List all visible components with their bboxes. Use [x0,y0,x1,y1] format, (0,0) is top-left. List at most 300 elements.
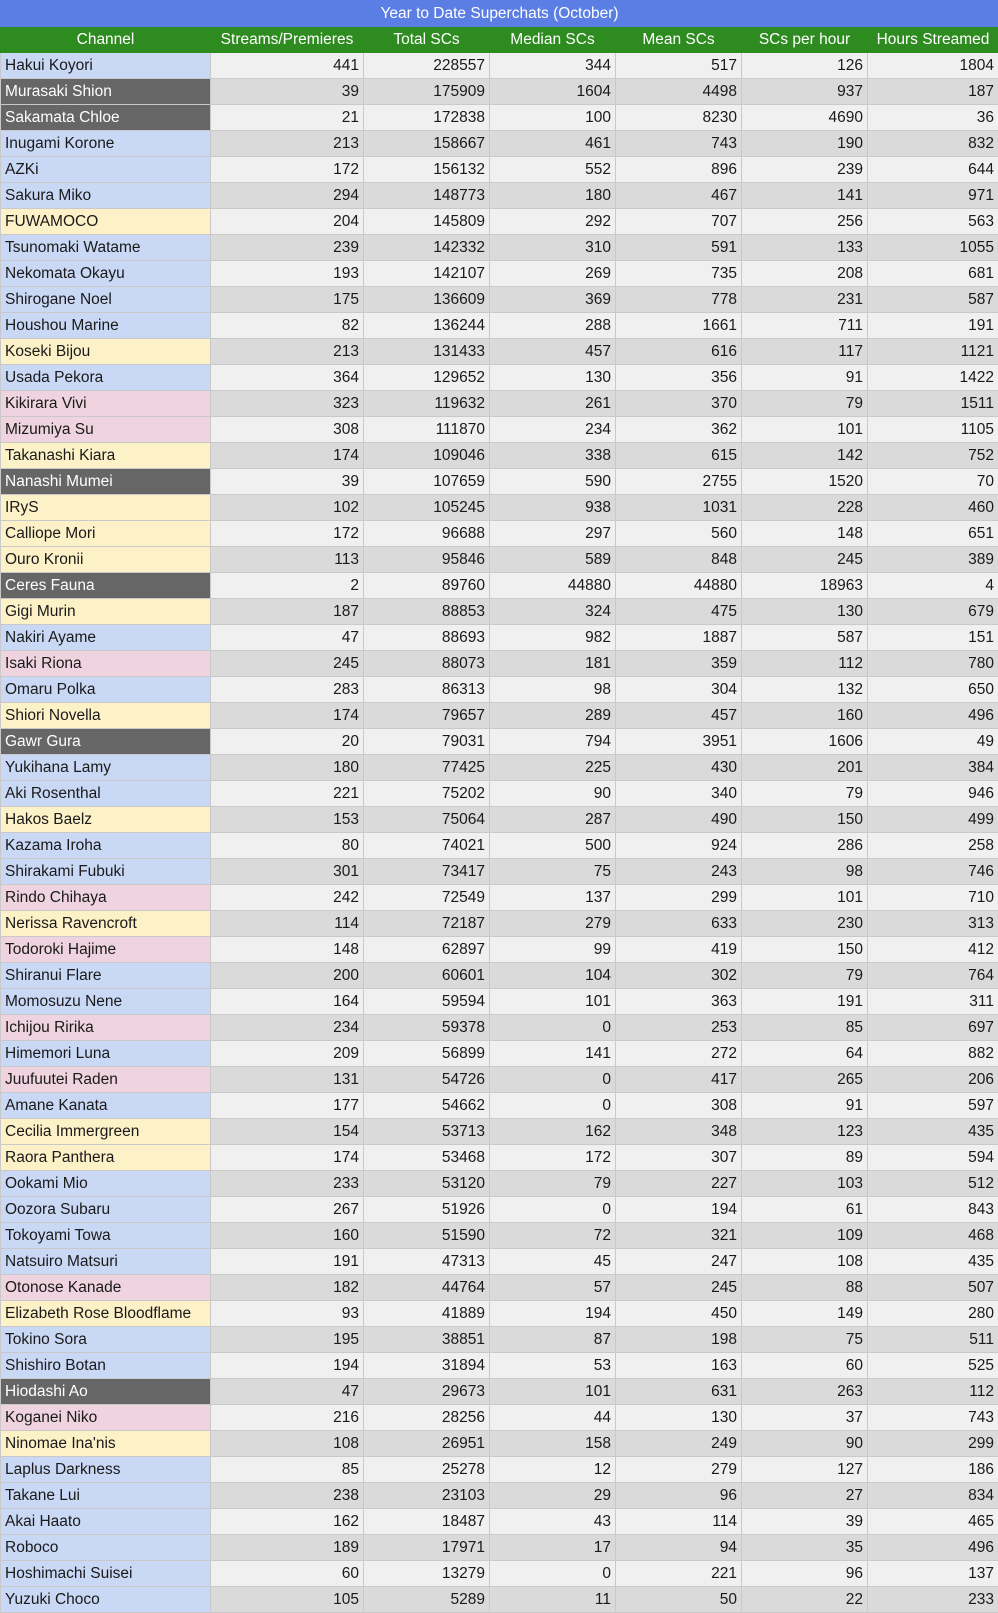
per-hour-cell[interactable]: 103 [742,1171,868,1197]
channel-cell[interactable]: Hiodashi Ao [1,1379,211,1405]
total-cell[interactable]: 75064 [364,807,490,833]
per-hour-cell[interactable]: 79 [742,963,868,989]
channel-cell[interactable]: Ookami Mio [1,1171,211,1197]
median-cell[interactable]: 29 [490,1483,616,1509]
mean-cell[interactable]: 198 [616,1327,742,1353]
hours-cell[interactable]: 36 [868,105,998,131]
hours-cell[interactable]: 151 [868,625,998,651]
median-cell[interactable]: 590 [490,469,616,495]
per-hour-cell[interactable]: 587 [742,625,868,651]
channel-cell[interactable]: Hoshimachi Suisei [1,1561,211,1587]
total-cell[interactable]: 73417 [364,859,490,885]
channel-cell[interactable]: Omaru Polka [1,677,211,703]
streams-cell[interactable]: 174 [211,1145,364,1171]
channel-cell[interactable]: Tokino Sora [1,1327,211,1353]
per-hour-cell[interactable]: 96 [742,1561,868,1587]
median-cell[interactable]: 11 [490,1587,616,1613]
hours-cell[interactable]: 137 [868,1561,998,1587]
hours-cell[interactable]: 496 [868,1535,998,1561]
streams-cell[interactable]: 20 [211,729,364,755]
channel-cell[interactable]: Yuzuki Choco [1,1587,211,1613]
mean-cell[interactable]: 307 [616,1145,742,1171]
total-cell[interactable]: 74021 [364,833,490,859]
total-cell[interactable]: 156132 [364,157,490,183]
mean-cell[interactable]: 227 [616,1171,742,1197]
mean-cell[interactable]: 302 [616,963,742,989]
streams-cell[interactable]: 2 [211,573,364,599]
median-cell[interactable]: 261 [490,391,616,417]
median-cell[interactable]: 53 [490,1353,616,1379]
streams-cell[interactable]: 301 [211,859,364,885]
channel-cell[interactable]: Laplus Darkness [1,1457,211,1483]
median-cell[interactable]: 289 [490,703,616,729]
total-cell[interactable]: 72549 [364,885,490,911]
channel-cell[interactable]: Murasaki Shion [1,79,211,105]
channel-cell[interactable]: Sakura Miko [1,183,211,209]
per-hour-cell[interactable]: 123 [742,1119,868,1145]
mean-cell[interactable]: 631 [616,1379,742,1405]
per-hour-cell[interactable]: 245 [742,547,868,573]
mean-cell[interactable]: 163 [616,1353,742,1379]
streams-cell[interactable]: 216 [211,1405,364,1431]
per-hour-cell[interactable]: 27 [742,1483,868,1509]
mean-cell[interactable]: 450 [616,1301,742,1327]
per-hour-cell[interactable]: 133 [742,235,868,261]
col-header-per-hour[interactable]: SCs per hour [742,27,868,53]
total-cell[interactable]: 72187 [364,911,490,937]
hours-cell[interactable]: 1422 [868,365,998,391]
median-cell[interactable]: 279 [490,911,616,937]
total-cell[interactable]: 79031 [364,729,490,755]
mean-cell[interactable]: 1661 [616,313,742,339]
per-hour-cell[interactable]: 263 [742,1379,868,1405]
per-hour-cell[interactable]: 60 [742,1353,868,1379]
channel-cell[interactable]: Hakos Baelz [1,807,211,833]
channel-cell[interactable]: Shiranui Flare [1,963,211,989]
hours-cell[interactable]: 780 [868,651,998,677]
per-hour-cell[interactable]: 98 [742,859,868,885]
channel-cell[interactable]: Ichijou Ririka [1,1015,211,1041]
channel-cell[interactable]: Shiori Novella [1,703,211,729]
streams-cell[interactable]: 47 [211,625,364,651]
median-cell[interactable]: 194 [490,1301,616,1327]
hours-cell[interactable]: 70 [868,469,998,495]
mean-cell[interactable]: 1031 [616,495,742,521]
channel-cell[interactable]: Shirakami Fubuki [1,859,211,885]
per-hour-cell[interactable]: 117 [742,339,868,365]
streams-cell[interactable]: 113 [211,547,364,573]
median-cell[interactable]: 79 [490,1171,616,1197]
median-cell[interactable]: 225 [490,755,616,781]
channel-cell[interactable]: Calliope Mori [1,521,211,547]
mean-cell[interactable]: 370 [616,391,742,417]
hours-cell[interactable]: 764 [868,963,998,989]
median-cell[interactable]: 287 [490,807,616,833]
channel-cell[interactable]: Yukihana Lamy [1,755,211,781]
hours-cell[interactable]: 389 [868,547,998,573]
per-hour-cell[interactable]: 191 [742,989,868,1015]
channel-cell[interactable]: Ninomae Ina'nis [1,1431,211,1457]
total-cell[interactable]: 95846 [364,547,490,573]
streams-cell[interactable]: 175 [211,287,364,313]
streams-cell[interactable]: 105 [211,1587,364,1613]
channel-cell[interactable]: Ouro Kronii [1,547,211,573]
total-cell[interactable]: 148773 [364,183,490,209]
mean-cell[interactable]: 50 [616,1587,742,1613]
streams-cell[interactable]: 154 [211,1119,364,1145]
total-cell[interactable]: 18487 [364,1509,490,1535]
channel-cell[interactable]: Raora Panthera [1,1145,211,1171]
mean-cell[interactable]: 279 [616,1457,742,1483]
channel-cell[interactable]: Elizabeth Rose Bloodflame [1,1301,211,1327]
total-cell[interactable]: 17971 [364,1535,490,1561]
total-cell[interactable]: 38851 [364,1327,490,1353]
hours-cell[interactable]: 4 [868,573,998,599]
hours-cell[interactable]: 832 [868,131,998,157]
streams-cell[interactable]: 162 [211,1509,364,1535]
channel-cell[interactable]: Kikirara Vivi [1,391,211,417]
median-cell[interactable]: 297 [490,521,616,547]
mean-cell[interactable]: 114 [616,1509,742,1535]
mean-cell[interactable]: 96 [616,1483,742,1509]
hours-cell[interactable]: 258 [868,833,998,859]
total-cell[interactable]: 136609 [364,287,490,313]
total-cell[interactable]: 13279 [364,1561,490,1587]
hours-cell[interactable]: 1121 [868,339,998,365]
median-cell[interactable]: 43 [490,1509,616,1535]
median-cell[interactable]: 292 [490,209,616,235]
mean-cell[interactable]: 359 [616,651,742,677]
total-cell[interactable]: 89760 [364,573,490,599]
channel-cell[interactable]: Juufuutei Raden [1,1067,211,1093]
hours-cell[interactable]: 971 [868,183,998,209]
streams-cell[interactable]: 39 [211,79,364,105]
per-hour-cell[interactable]: 61 [742,1197,868,1223]
median-cell[interactable]: 75 [490,859,616,885]
mean-cell[interactable]: 299 [616,885,742,911]
streams-cell[interactable]: 174 [211,443,364,469]
mean-cell[interactable]: 1887 [616,625,742,651]
total-cell[interactable]: 59378 [364,1015,490,1041]
total-cell[interactable]: 41889 [364,1301,490,1327]
total-cell[interactable]: 88853 [364,599,490,625]
streams-cell[interactable]: 21 [211,105,364,131]
streams-cell[interactable]: 233 [211,1171,364,1197]
total-cell[interactable]: 31894 [364,1353,490,1379]
hours-cell[interactable]: 507 [868,1275,998,1301]
per-hour-cell[interactable]: 109 [742,1223,868,1249]
median-cell[interactable]: 44 [490,1405,616,1431]
streams-cell[interactable]: 39 [211,469,364,495]
hours-cell[interactable]: 499 [868,807,998,833]
hours-cell[interactable]: 191 [868,313,998,339]
channel-cell[interactable]: Akai Haato [1,1509,211,1535]
hours-cell[interactable]: 587 [868,287,998,313]
hours-cell[interactable]: 112 [868,1379,998,1405]
channel-cell[interactable]: Nakiri Ayame [1,625,211,651]
per-hour-cell[interactable]: 160 [742,703,868,729]
median-cell[interactable]: 1604 [490,79,616,105]
streams-cell[interactable]: 221 [211,781,364,807]
channel-cell[interactable]: Gigi Murin [1,599,211,625]
per-hour-cell[interactable]: 149 [742,1301,868,1327]
hours-cell[interactable]: 1511 [868,391,998,417]
median-cell[interactable]: 344 [490,53,616,79]
mean-cell[interactable]: 616 [616,339,742,365]
median-cell[interactable]: 44880 [490,573,616,599]
median-cell[interactable]: 12 [490,1457,616,1483]
per-hour-cell[interactable]: 64 [742,1041,868,1067]
streams-cell[interactable]: 80 [211,833,364,859]
channel-cell[interactable]: Ceres Fauna [1,573,211,599]
streams-cell[interactable]: 245 [211,651,364,677]
total-cell[interactable]: 28256 [364,1405,490,1431]
median-cell[interactable]: 87 [490,1327,616,1353]
median-cell[interactable]: 104 [490,963,616,989]
channel-cell[interactable]: IRyS [1,495,211,521]
hours-cell[interactable]: 460 [868,495,998,521]
mean-cell[interactable]: 272 [616,1041,742,1067]
hours-cell[interactable]: 313 [868,911,998,937]
total-cell[interactable]: 172838 [364,105,490,131]
channel-cell[interactable]: Todoroki Hajime [1,937,211,963]
mean-cell[interactable]: 243 [616,859,742,885]
median-cell[interactable]: 369 [490,287,616,313]
channel-cell[interactable]: Momosuzu Nene [1,989,211,1015]
total-cell[interactable]: 29673 [364,1379,490,1405]
hours-cell[interactable]: 496 [868,703,998,729]
streams-cell[interactable]: 242 [211,885,364,911]
per-hour-cell[interactable]: 142 [742,443,868,469]
mean-cell[interactable]: 743 [616,131,742,157]
median-cell[interactable]: 500 [490,833,616,859]
total-cell[interactable]: 54662 [364,1093,490,1119]
median-cell[interactable]: 57 [490,1275,616,1301]
per-hour-cell[interactable]: 132 [742,677,868,703]
streams-cell[interactable]: 172 [211,521,364,547]
per-hour-cell[interactable]: 101 [742,885,868,911]
streams-cell[interactable]: 47 [211,1379,364,1405]
total-cell[interactable]: 228557 [364,53,490,79]
mean-cell[interactable]: 924 [616,833,742,859]
mean-cell[interactable]: 249 [616,1431,742,1457]
total-cell[interactable]: 77425 [364,755,490,781]
median-cell[interactable]: 461 [490,131,616,157]
hours-cell[interactable]: 651 [868,521,998,547]
total-cell[interactable]: 142107 [364,261,490,287]
per-hour-cell[interactable]: 18963 [742,573,868,599]
streams-cell[interactable]: 209 [211,1041,364,1067]
hours-cell[interactable]: 384 [868,755,998,781]
hours-cell[interactable]: 299 [868,1431,998,1457]
hours-cell[interactable]: 465 [868,1509,998,1535]
mean-cell[interactable]: 247 [616,1249,742,1275]
mean-cell[interactable]: 591 [616,235,742,261]
median-cell[interactable]: 589 [490,547,616,573]
channel-cell[interactable]: Natsuiro Matsuri [1,1249,211,1275]
total-cell[interactable]: 88073 [364,651,490,677]
hours-cell[interactable]: 679 [868,599,998,625]
mean-cell[interactable]: 430 [616,755,742,781]
channel-cell[interactable]: Nerissa Ravencroft [1,911,211,937]
mean-cell[interactable]: 3951 [616,729,742,755]
mean-cell[interactable]: 633 [616,911,742,937]
channel-cell[interactable]: FUWAMOCO [1,209,211,235]
median-cell[interactable]: 938 [490,495,616,521]
hours-cell[interactable]: 834 [868,1483,998,1509]
hours-cell[interactable]: 525 [868,1353,998,1379]
streams-cell[interactable]: 148 [211,937,364,963]
streams-cell[interactable]: 85 [211,1457,364,1483]
channel-cell[interactable]: Shirogane Noel [1,287,211,313]
hours-cell[interactable]: 710 [868,885,998,911]
hours-cell[interactable]: 435 [868,1119,998,1145]
total-cell[interactable]: 145809 [364,209,490,235]
median-cell[interactable]: 310 [490,235,616,261]
total-cell[interactable]: 131433 [364,339,490,365]
mean-cell[interactable]: 363 [616,989,742,1015]
mean-cell[interactable]: 778 [616,287,742,313]
hours-cell[interactable]: 435 [868,1249,998,1275]
channel-cell[interactable]: Usada Pekora [1,365,211,391]
per-hour-cell[interactable]: 91 [742,365,868,391]
per-hour-cell[interactable]: 35 [742,1535,868,1561]
per-hour-cell[interactable]: 711 [742,313,868,339]
mean-cell[interactable]: 221 [616,1561,742,1587]
hours-cell[interactable]: 597 [868,1093,998,1119]
streams-cell[interactable]: 60 [211,1561,364,1587]
streams-cell[interactable]: 187 [211,599,364,625]
mean-cell[interactable]: 362 [616,417,742,443]
mean-cell[interactable]: 130 [616,1405,742,1431]
hours-cell[interactable]: 186 [868,1457,998,1483]
median-cell[interactable]: 181 [490,651,616,677]
per-hour-cell[interactable]: 79 [742,781,868,807]
channel-cell[interactable]: Takane Lui [1,1483,211,1509]
median-cell[interactable]: 45 [490,1249,616,1275]
median-cell[interactable]: 338 [490,443,616,469]
median-cell[interactable]: 162 [490,1119,616,1145]
streams-cell[interactable]: 283 [211,677,364,703]
streams-cell[interactable]: 238 [211,1483,364,1509]
total-cell[interactable]: 51926 [364,1197,490,1223]
per-hour-cell[interactable]: 1606 [742,729,868,755]
median-cell[interactable]: 130 [490,365,616,391]
mean-cell[interactable]: 308 [616,1093,742,1119]
per-hour-cell[interactable]: 112 [742,651,868,677]
median-cell[interactable]: 457 [490,339,616,365]
median-cell[interactable]: 552 [490,157,616,183]
mean-cell[interactable]: 253 [616,1015,742,1041]
channel-cell[interactable]: Oozora Subaru [1,1197,211,1223]
hours-cell[interactable]: 563 [868,209,998,235]
median-cell[interactable]: 72 [490,1223,616,1249]
per-hour-cell[interactable]: 126 [742,53,868,79]
hours-cell[interactable]: 752 [868,443,998,469]
mean-cell[interactable]: 735 [616,261,742,287]
median-cell[interactable]: 0 [490,1093,616,1119]
col-header-channel[interactable]: Channel [1,27,211,53]
col-header-streams[interactable]: Streams/Premieres [211,27,364,53]
mean-cell[interactable]: 44880 [616,573,742,599]
total-cell[interactable]: 53120 [364,1171,490,1197]
median-cell[interactable]: 172 [490,1145,616,1171]
total-cell[interactable]: 59594 [364,989,490,1015]
per-hour-cell[interactable]: 75 [742,1327,868,1353]
per-hour-cell[interactable]: 208 [742,261,868,287]
streams-cell[interactable]: 195 [211,1327,364,1353]
mean-cell[interactable]: 2755 [616,469,742,495]
per-hour-cell[interactable]: 141 [742,183,868,209]
channel-cell[interactable]: Kazama Iroha [1,833,211,859]
mean-cell[interactable]: 321 [616,1223,742,1249]
per-hour-cell[interactable]: 37 [742,1405,868,1431]
hours-cell[interactable]: 650 [868,677,998,703]
streams-cell[interactable]: 102 [211,495,364,521]
per-hour-cell[interactable]: 256 [742,209,868,235]
median-cell[interactable]: 794 [490,729,616,755]
per-hour-cell[interactable]: 228 [742,495,868,521]
median-cell[interactable]: 234 [490,417,616,443]
total-cell[interactable]: 5289 [364,1587,490,1613]
mean-cell[interactable]: 356 [616,365,742,391]
total-cell[interactable]: 136244 [364,313,490,339]
streams-cell[interactable]: 131 [211,1067,364,1093]
total-cell[interactable]: 86313 [364,677,490,703]
channel-cell[interactable]: Himemori Luna [1,1041,211,1067]
mean-cell[interactable]: 419 [616,937,742,963]
total-cell[interactable]: 111870 [364,417,490,443]
median-cell[interactable]: 17 [490,1535,616,1561]
streams-cell[interactable]: 234 [211,1015,364,1041]
per-hour-cell[interactable]: 239 [742,157,868,183]
total-cell[interactable]: 88693 [364,625,490,651]
streams-cell[interactable]: 213 [211,339,364,365]
mean-cell[interactable]: 467 [616,183,742,209]
total-cell[interactable]: 175909 [364,79,490,105]
total-cell[interactable]: 44764 [364,1275,490,1301]
total-cell[interactable]: 62897 [364,937,490,963]
channel-cell[interactable]: Takanashi Kiara [1,443,211,469]
channel-cell[interactable]: Roboco [1,1535,211,1561]
total-cell[interactable]: 105245 [364,495,490,521]
median-cell[interactable]: 137 [490,885,616,911]
channel-cell[interactable]: Tokoyami Towa [1,1223,211,1249]
channel-cell[interactable]: Koseki Bijou [1,339,211,365]
channel-cell[interactable]: Sakamata Chloe [1,105,211,131]
total-cell[interactable]: 26951 [364,1431,490,1457]
streams-cell[interactable]: 204 [211,209,364,235]
streams-cell[interactable]: 172 [211,157,364,183]
median-cell[interactable]: 90 [490,781,616,807]
per-hour-cell[interactable]: 127 [742,1457,868,1483]
streams-cell[interactable]: 267 [211,1197,364,1223]
col-header-median[interactable]: Median SCs [490,27,616,53]
channel-cell[interactable]: Koganei Niko [1,1405,211,1431]
per-hour-cell[interactable]: 201 [742,755,868,781]
median-cell[interactable]: 0 [490,1561,616,1587]
per-hour-cell[interactable]: 130 [742,599,868,625]
channel-cell[interactable]: Otonose Kanade [1,1275,211,1301]
hours-cell[interactable]: 206 [868,1067,998,1093]
hours-cell[interactable]: 280 [868,1301,998,1327]
hours-cell[interactable]: 468 [868,1223,998,1249]
total-cell[interactable]: 119632 [364,391,490,417]
total-cell[interactable]: 53713 [364,1119,490,1145]
hours-cell[interactable]: 311 [868,989,998,1015]
hours-cell[interactable]: 512 [868,1171,998,1197]
streams-cell[interactable]: 441 [211,53,364,79]
